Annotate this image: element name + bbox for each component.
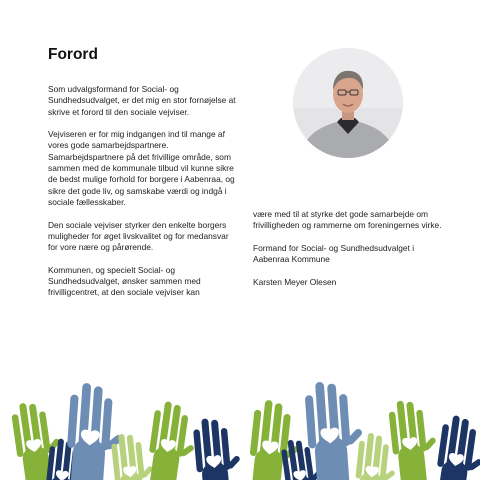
- paragraph-municipality: Kommunen, og specielt Social- og Sundhedsudvalget, ønsker sammen med frivilligcentret, at den sociale vejviser kan: [48, 264, 201, 298]
- paragraph-intro: Som udvalgsformand for Social- og Sundhedsudvalget, er det mig en stor fornøjelse at skrive et forord til den sociale vejviser.: [48, 84, 236, 117]
- hand-with-heart-icon: [192, 416, 247, 480]
- portrait-photo: [293, 48, 403, 158]
- paragraph-continuation: være med til at styrke det gode samarbejde om frivilligheden og rammerne om foreningernes virke.: [253, 209, 442, 231]
- hand-with-heart-icon: [429, 414, 480, 480]
- signature-role: Formand for Social- og Sundhedsudvalget i Aabenraa Kommune: [253, 242, 415, 265]
- signature-name: Karsten Meyer Olesen: [253, 276, 337, 287]
- hand-with-heart-icon: [387, 397, 443, 480]
- text-column-left: [48, 84, 238, 310]
- paragraph-partners: Vejviseren er for mig indgangen ind til mange af vores gode samarbejdspartnere. Samarbejdspartnere på det frivillige område, som sammen med de kommunale tilbud vil kunne sikre de bedst mulige forhold for borgere i Aabenraa, og sikre det gode liv, og samskabe værdi og indgå i sociale fællesskaber.: [48, 129, 235, 207]
- page-title: Forord: [48, 46, 98, 63]
- hands-decoration: [0, 380, 480, 480]
- paragraph-quality-of-life: Den sociale vejviser styrker den enkelte borgers muligheder for øget livskvalitet og for medansvar for vore nære og pårørende.: [48, 219, 229, 253]
- text-column-right: [253, 209, 443, 299]
